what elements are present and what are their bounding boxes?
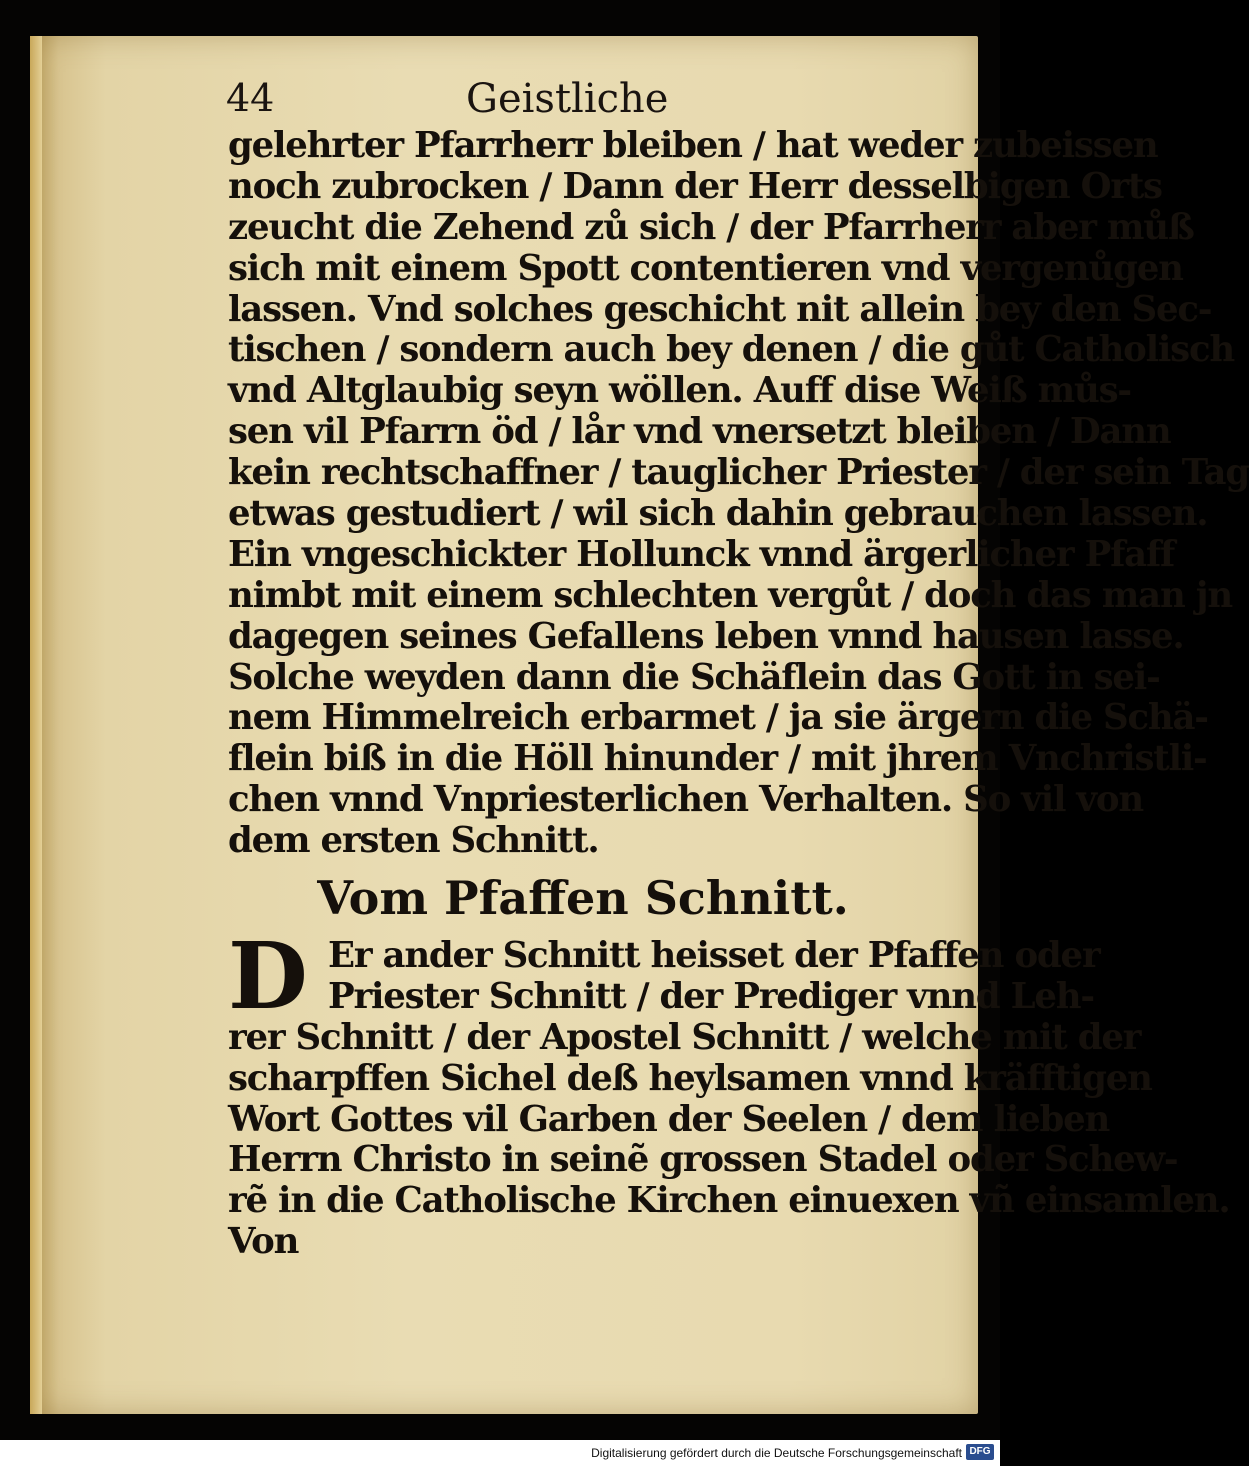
paragraph-2-lines <box>228 922 1230 1222</box>
page-number: 44 <box>226 76 275 120</box>
text-line: Solche weyden dann die Schäflein das Gott in sei- <box>228 656 1160 698</box>
text-line: kein rechtschaffner / tauglicher Priester / der sein Tag <box>228 452 1249 494</box>
drop-cap: D <box>228 922 307 1031</box>
text-line: sen vil Pfarrn öd / lår vnd vnersetzt bleiben / Dann <box>228 411 1171 453</box>
text-line: Priester Schnitt / der Prediger vnnd Leh- <box>328 975 1094 1017</box>
text-line: gelehrter Pfarrherr bleiben / hat weder zubeissen <box>228 125 1158 166</box>
text-line: dagegen seines Gefallens leben vnnd hausen lasse. <box>228 615 1184 657</box>
catchword: Von <box>228 1221 299 1263</box>
page-edge <box>30 36 42 1414</box>
text-line: etwas gestudiert / wil sich dahin gebrauchen lassen. <box>228 493 1208 535</box>
footer-credit: Digitalisierung gefördert durch die Deutsche Forschungsgemeinschaft <box>591 1446 962 1460</box>
text-line: chen vnnd Vnpriesterlichen Verhalten. So vil von <box>228 779 1143 821</box>
text-line: lassen. Vnd solches geschicht nit allein bey den Sec- <box>228 288 1212 330</box>
text-line: rẽ in die Catholische Kirchen einuexen vñ einsamlen. <box>228 1180 1230 1222</box>
dfg-logo: DFG <box>966 1444 994 1460</box>
text-line: nimbt mit einem schlechten vergůt / doch das man jn <box>228 574 1232 616</box>
text-line: Ein vngeschickter Hollunck vnnd ärgerlicher Pfaff <box>228 533 1175 575</box>
text-line: scharpffen Sichel deß heylsamen vnnd kräfftigen <box>228 1057 1152 1099</box>
section-title: Vom Pfaffen Schnitt. <box>317 871 849 926</box>
paragraph-2 <box>228 922 1230 1222</box>
text-line: flein biß in die Höll hinunder / mit jhrem Vnchristli- <box>228 738 1207 780</box>
text-line: Er ander Schnitt heisset der Pfaffen oder <box>328 935 1100 977</box>
paragraph-1 <box>228 125 1249 862</box>
text-line: Wort Gottes vil Garben der Seelen / dem lieben <box>228 1098 1110 1140</box>
text-line: dem ersten Schnitt. <box>228 820 599 862</box>
text-line: sich mit einem Spott contentieren vnd vergenůgen <box>228 247 1183 289</box>
page-header <box>226 76 946 126</box>
running-head: Geistliche <box>466 76 669 122</box>
text-line: vnd Altglaubig seyn wöllen. Auff dise Weiß můs- <box>228 370 1131 412</box>
text-line: tischen / sondern auch bey denen / die gůt Catholisch <box>228 329 1234 371</box>
text-line: Herrn Christo in seinẽ grossen Stadel oder Schew- <box>228 1139 1178 1181</box>
text-line: rer Schnitt / der Apostel Schnitt / welche mit der <box>228 1016 1141 1058</box>
text-line: noch zubrocken / Dann der Herr desselbigen Orts <box>228 165 1162 207</box>
text-line: zeucht die Zehend zů sich / der Pfarrherr aber můß <box>228 206 1194 248</box>
text-line: nem Himmelreich erbarmet / ja sie ärgern die Schä- <box>228 697 1208 739</box>
body-text <box>228 125 1249 1263</box>
